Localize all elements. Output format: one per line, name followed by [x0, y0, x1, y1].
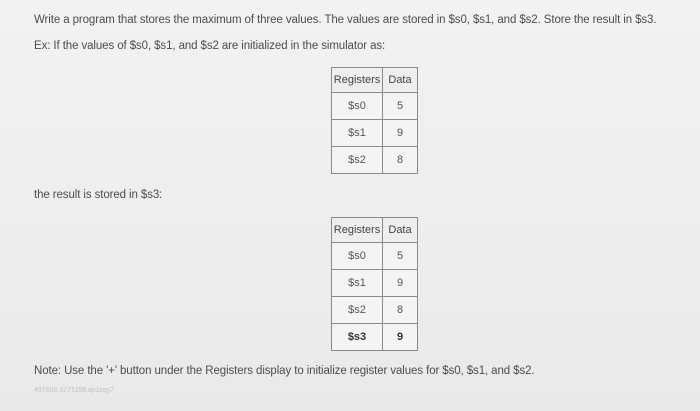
- table-header-row: [332, 68, 418, 93]
- register-name-result: $s3: [332, 324, 383, 351]
- table-row: [332, 147, 418, 174]
- register-value: 8: [383, 297, 418, 324]
- table-row: [332, 297, 418, 324]
- register-name: $s2: [332, 147, 383, 174]
- register-value: 8: [383, 147, 418, 174]
- table-header-row: [332, 218, 418, 243]
- table-row: [332, 120, 418, 147]
- problem-statement: Write a program that stores the maximum of three values. The values are stored in $s0, $s1, and $s2. Store the result in $s3.: [34, 14, 657, 26]
- table-row: [332, 324, 418, 351]
- note-text: Note: Use the '+' button under the Registers display to initialize register values for $s0, $s1, and $s2.: [34, 365, 535, 377]
- register-value: 5: [383, 243, 418, 270]
- registers-header: Registers: [332, 68, 383, 93]
- register-name: $s2: [332, 297, 383, 324]
- table-row: [332, 93, 418, 120]
- register-value: 9: [383, 120, 418, 147]
- register-value-result: 9: [383, 324, 418, 351]
- register-name: $s1: [332, 270, 383, 297]
- table-row: [332, 270, 418, 297]
- result-intro: the result is stored in $s3:: [34, 189, 163, 201]
- table-row: [332, 243, 418, 270]
- register-name: $s0: [332, 93, 383, 120]
- register-name: $s0: [332, 243, 383, 270]
- result-registers-table: [331, 217, 418, 351]
- data-header: Data: [383, 218, 418, 243]
- register-name: $s1: [332, 120, 383, 147]
- watermark-id: 497600.3271158.qx3zqy7: [34, 387, 115, 394]
- registers-header: Registers: [332, 218, 383, 243]
- register-value: 9: [383, 270, 418, 297]
- initial-registers-table: [331, 67, 418, 174]
- register-value: 5: [383, 93, 418, 120]
- data-header: Data: [383, 68, 418, 93]
- example-intro: Ex: If the values of $s0, $s1, and $s2 are initialized in the simulator as:: [34, 40, 386, 52]
